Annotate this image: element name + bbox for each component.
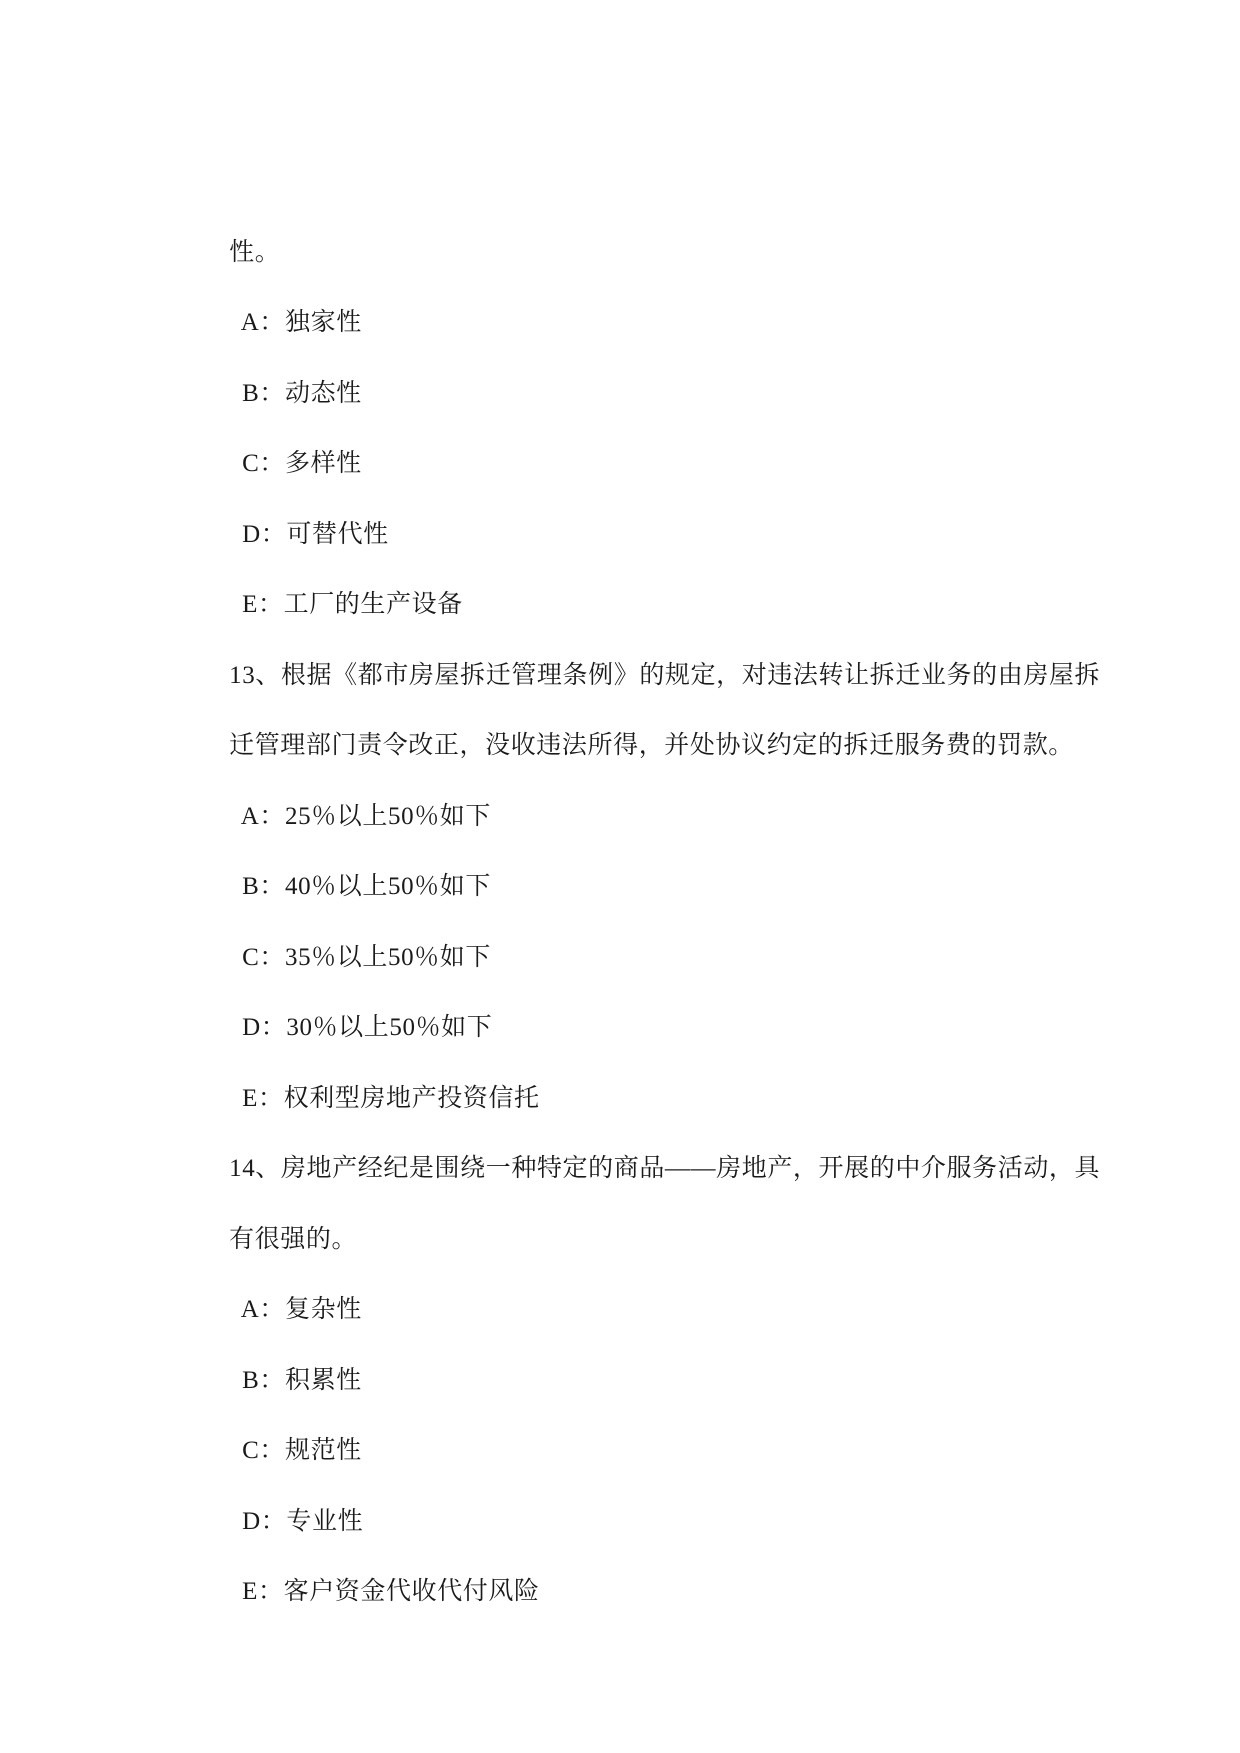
option-label: A： [240,802,285,830]
option-text: 可替代性 [286,520,389,548]
question-number: 14、 [229,1155,281,1182]
option-label: B： [242,379,285,407]
option-text: 25％以上50％如下 [285,802,492,830]
option-text: 多样性 [284,450,362,477]
option-line [0,500,1240,618]
option-line [0,429,1240,548]
option-label: E： [242,1578,284,1605]
question-stem-text: 迁管理部门责令改正，没收违法所得，并处协议约定的拆迁服务费的罚款。 [229,732,1074,759]
option-line [0,1416,1240,1535]
option-label: A： [240,1296,285,1323]
option-line [0,993,1240,1112]
question-tail-text: 性。 [229,238,281,266]
option-text: 30％以上50％如下 [286,1014,493,1041]
option-line [0,218,1240,336]
option-line [0,359,1240,477]
option-text: 40％以上50％如下 [284,873,491,900]
page-content [0,147,1240,1605]
option-text: 客户资金代收代付风险 [283,1578,540,1605]
question-stem-text: 根据《都市房屋拆迁管理条例》的规定，对违法转让拆迁业务的由房屋拆 [280,661,1101,689]
question-number: 13、 [229,661,281,689]
question-stem-text: 房地产经纪是围绕一种特定的商品——房地产，开展的中介服务活动，具 [280,1155,1101,1182]
option-text: 专业性 [286,1507,364,1535]
option-line [0,852,1240,971]
option-label: C： [242,1437,285,1464]
question-stem-text: 有很强的。 [229,1225,358,1253]
option-label: A： [240,309,285,336]
option-line [0,1205,1240,1323]
option-text: 权利型房地产投资信托 [283,1084,540,1112]
option-line [0,288,1240,407]
question-tail-line [0,147,1240,266]
option-label: C： [242,450,285,477]
option-label: D： [242,1014,287,1041]
option-text: 工厂的生产设备 [283,591,463,618]
option-label: B： [242,1366,285,1394]
question-stem-line [0,570,1240,689]
option-text: 规范性 [284,1437,362,1464]
option-label: D： [242,1507,287,1535]
option-label: E： [242,1084,284,1112]
option-text: 积累性 [284,1366,362,1394]
option-text: 35％以上50％如下 [284,943,491,971]
option-label: B： [242,873,285,900]
option-label: C： [242,943,285,971]
option-line [0,1487,1240,1605]
option-line [0,1275,1240,1394]
option-line [0,1346,1240,1464]
option-text: 动态性 [284,379,362,407]
option-text: 复杂性 [285,1296,362,1323]
option-label: D： [242,520,287,548]
option-text: 独家性 [285,309,362,336]
option-line [0,923,1240,1041]
option-label: E： [242,591,284,618]
option-line [0,782,1240,900]
question-stem-line [0,1064,1240,1182]
